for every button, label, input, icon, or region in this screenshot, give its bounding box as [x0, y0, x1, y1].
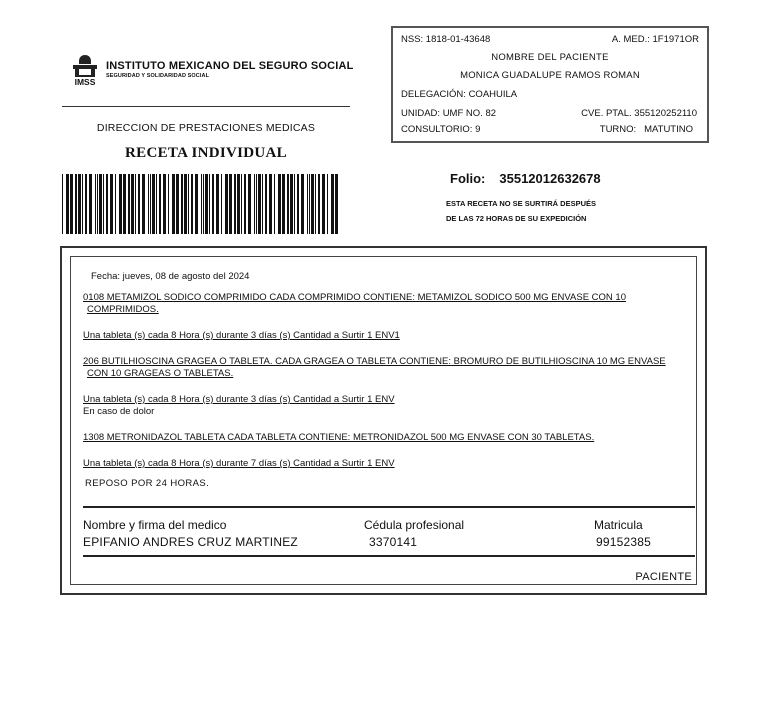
barcode-icon [62, 174, 340, 234]
signature-divider-top [83, 506, 695, 508]
prescription-date: Fecha: jueves, 08 de agosto del 2024 [91, 271, 250, 282]
folio-label: Folio: [450, 171, 486, 186]
drug-line: 1308 METRONIDAZOL TABLETA CADA TABLETA CONTIENE: METRONIDAZOL 500 MG ENVASE CON 30 TABLETAS. [83, 432, 595, 443]
prescription-item [83, 292, 695, 342]
rest-instructions: REPOSO POR 24 HORAS. [85, 478, 210, 489]
medico-name: EPIFANIO ANDRES CRUZ MARTINEZ [83, 535, 298, 549]
dose-note: En caso de dolor [83, 406, 155, 417]
dose-text: Una tableta (s) cada 8 Hora (s) durante 3 días (s) Cantidad a Surtir 1 ENV [83, 394, 395, 405]
patient-turno: TURNO: MATUTINO [599, 124, 693, 135]
dose-instructions: Una tableta (s) cada 8 Hora (s) durante 3 días (s) Cantidad a Surtir 1 ENV1 [83, 330, 400, 341]
imss-logo-icon [70, 54, 100, 86]
drug-description [83, 356, 695, 380]
patient-name-label: NOMBRE DEL PACIENTE [491, 52, 609, 63]
drug-description [83, 292, 695, 316]
svg-text:IMSS: IMSS [74, 77, 96, 86]
medico-label: Nombre y firma del medico [83, 518, 227, 532]
folio-note-line1: ESTA RECETA NO SE SURTIRÁ DESPUÉS [446, 199, 597, 208]
folio [450, 171, 601, 186]
patient-consultorio: CONSULTORIO: 9 [401, 124, 481, 135]
matricula-value: 99152385 [596, 535, 651, 549]
drug-line: COMPRIMIDOS. [87, 304, 159, 315]
dose-instructions: Una tableta (s) cada 8 Hora (s) durante 7 días (s) Cantidad a Surtir 1 ENV [83, 458, 395, 469]
drug-line: 0108 METAMIZOL SODICO COMPRIMIDO CADA COMPRIMIDO CONTIENE: METAMIZOL SODICO 500 MG ENVASE CON 10 [83, 292, 626, 303]
patient-nss: NSS: 1818-01-43648 [401, 34, 491, 45]
institution-name: INSTITUTO MEXICANO DEL SEGURO SOCIAL [106, 60, 354, 72]
dose-instructions [83, 394, 695, 406]
prescription-box [60, 246, 707, 595]
patient-unidad: UNIDAD: UMF NO. 82 [401, 108, 497, 119]
copy-label: PACIENTE [635, 571, 692, 583]
folio-value: 35512012632678 [499, 171, 601, 186]
patient-a-med: A. MED.: 1F1971OR [611, 34, 699, 45]
prescription-inner-frame [70, 256, 697, 585]
patient-name: MONICA GUADALUPE RAMOS ROMAN [460, 70, 640, 81]
cedula-label: Cédula profesional [364, 518, 465, 532]
drug-line: CON 10 GRAGEAS O TABLETAS. [87, 368, 234, 379]
document-title: RECETA INDIVIDUAL [125, 145, 287, 161]
prescription-items [83, 292, 695, 490]
patient-info-box [391, 26, 709, 143]
drug-description [83, 432, 695, 444]
direccion-heading: DIRECCION DE PRESTACIONES MEDICAS [96, 122, 316, 134]
cedula-value: 3370141 [369, 535, 418, 549]
folio-note [446, 196, 596, 226]
header-divider [62, 106, 350, 107]
patient-delegacion: DELEGACIÓN: COAHUILA [401, 89, 518, 100]
institution-subtitle: SEGURIDAD Y SOLIDARIDAD SOCIAL [106, 73, 210, 79]
folio-note-line2: DE LAS 72 HORAS DE SU EXPEDICIÓN [446, 214, 587, 223]
prescription-item [83, 432, 695, 470]
signature-divider-bottom [83, 555, 695, 557]
patient-cve-ptal: CVE. PTAL. 355120252110 [581, 108, 697, 119]
drug-line: 206 BUTILHIOSCINA GRAGEA O TABLETA. CADA GRAGEA O TABLETA CONTIENE: BROMURO DE BUTILHIOSCINA 10 MG ENVASE [83, 356, 666, 367]
matricula-label: Matricula [594, 518, 643, 532]
prescription-item [83, 356, 695, 418]
